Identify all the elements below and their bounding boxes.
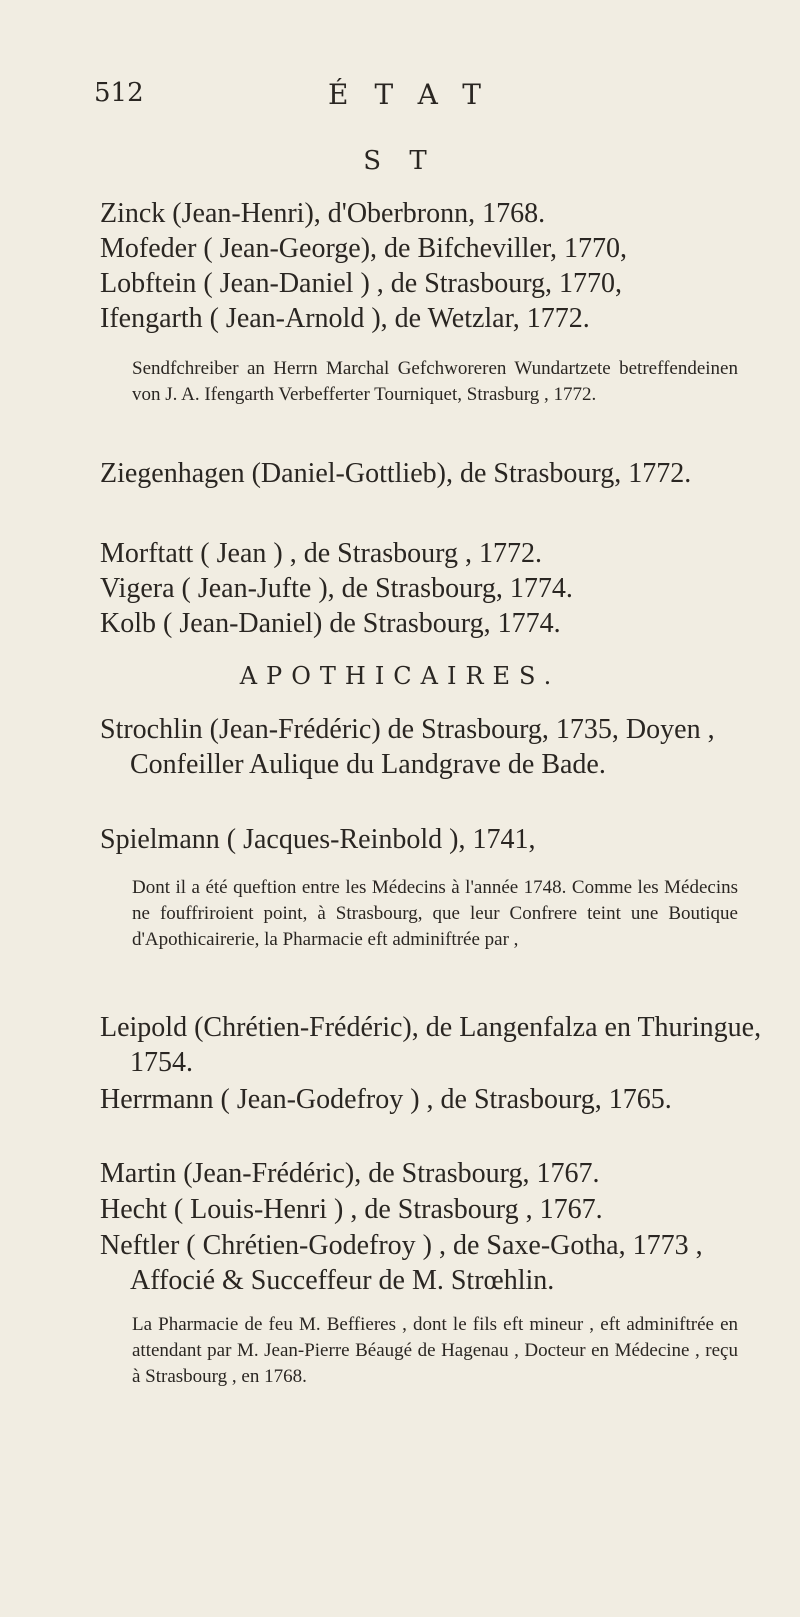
- section-heading-st: S T: [363, 146, 437, 176]
- footnote: La Pharmacie de feu M. Beffieres , dont le fils eft mineur , eft adminiftrée en attendant par M. Jean-Pierre Béaugé de Hagenau , Docteur en Médecine , reçu à Strasbourg , en 1768.: [132, 1314, 738, 1387]
- footnote: Dont il a été queftion entre les Médecins à l'année 1748. Comme les Médecins ne fouffriroient point, à Strasbourg, que leur Confrere teint une Boutique d'Apothicairerie, la Pharmacie eft adminiftrée par ,: [132, 877, 738, 950]
- list-item: Zinck (Jean-Henri), d'Oberbronn, 1768.: [100, 198, 546, 229]
- list-item: Ziegenhagen (Daniel-Gottlieb), de Strasbourg, 1772.: [100, 458, 692, 489]
- list-item: Mofeder ( Jean-George), de Bifcheviller, 1770,: [100, 233, 628, 264]
- running-title: ÉTAT: [328, 78, 507, 111]
- list-item: Ifengarth ( Jean-Arnold ), de Wetzlar, 1772.: [100, 303, 590, 334]
- list-item: Lobftein ( Jean-Daniel ) , de Strasbourg, 1770,: [100, 268, 623, 299]
- list-item: Vigera ( Jean-Jufte ), de Strasbourg, 1774.: [100, 573, 573, 604]
- list-item: Morftatt ( Jean ) , de Strasbourg , 1772.: [100, 538, 542, 569]
- list-item: Neftler ( Chrétien-Godefroy ) , de Saxe-Gotha, 1773 , Affocié & Succeffeur de M. Strœhlin.: [100, 1230, 703, 1296]
- list-item: Herrmann ( Jean-Godefroy ) , de Strasbourg, 1765.: [100, 1084, 672, 1115]
- section-heading-apothicaires: APOTHICAIRES.: [239, 662, 561, 690]
- list-item: Leipold (Chrétien-Frédéric), de Langenfalza en Thuringue, 1754.: [100, 1012, 762, 1078]
- list-item: Hecht ( Louis-Henri ) , de Strasbourg , 1767.: [100, 1194, 603, 1225]
- list-item: Kolb ( Jean-Daniel) de Strasbourg, 1774.: [100, 608, 561, 639]
- list-item: Martin (Jean-Frédéric), de Strasbourg, 1767.: [100, 1158, 600, 1189]
- list-item: Strochlin (Jean-Frédéric) de Strasbourg, 1735, Doyen , Confeiller Aulique du Landgrave de Bade.: [100, 714, 715, 780]
- page-number: 512: [94, 78, 144, 108]
- list-item: Spielmann ( Jacques-Reinbold ), 1741,: [100, 824, 536, 855]
- footnote: Sendfchreiber an Herrn Marchal Gefchworeren Wundartzete betreffendeinen von J. A. Ifengarth Verbefferter Tourniquet, Strasburg , 1772.: [132, 358, 738, 405]
- page-header: [94, 78, 734, 128]
